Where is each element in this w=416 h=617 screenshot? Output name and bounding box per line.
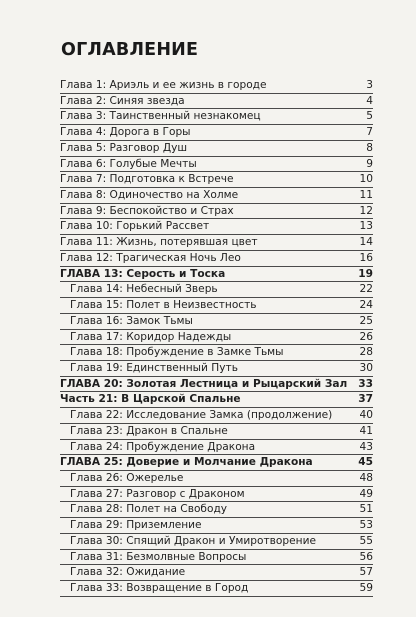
toc-entry bbox=[60, 377, 373, 393]
toc-entry bbox=[60, 157, 373, 173]
toc-entry-label: Глава 26: Ожерелье bbox=[70, 471, 184, 484]
toc-entry-label: Глава 9: Беспокойство и Страх bbox=[60, 204, 234, 217]
toc-entry-label: Глава 18: Пробуждение в Замке Тьмы bbox=[70, 346, 284, 359]
toc-entry-label: Глава 31: Безмолвные Вопросы bbox=[70, 550, 247, 563]
toc-entry-page-number: 14 bbox=[359, 236, 373, 249]
toc-entry bbox=[60, 534, 373, 550]
toc-entry bbox=[60, 204, 373, 220]
toc-entry-page-number: 25 bbox=[359, 314, 373, 327]
toc-entry-page-number: 22 bbox=[359, 283, 373, 296]
toc-entry-page-number: 33 bbox=[358, 377, 373, 390]
toc-entry-label: Глава 2: Синяя звезда bbox=[60, 94, 185, 107]
toc-entry-label: Глава 19: Единственный Путь bbox=[70, 361, 238, 374]
toc-entry bbox=[60, 455, 373, 471]
toc-title: ОГЛАВЛЕНИЕ bbox=[61, 40, 199, 60]
toc-entry-page-number: 16 bbox=[359, 251, 373, 264]
toc-entry-page-number: 57 bbox=[359, 566, 373, 579]
toc-entry-page-number: 40 bbox=[359, 409, 373, 422]
toc-entry-label: Глава 27: Разговор с Драконом bbox=[70, 487, 245, 500]
toc-entry-label: Глава 22: Исследование Замка (продолжение) bbox=[70, 409, 333, 422]
toc-entry-page-number: 49 bbox=[359, 487, 373, 500]
toc-entry bbox=[60, 518, 373, 534]
toc-entry bbox=[60, 361, 373, 377]
toc-entry bbox=[60, 78, 373, 94]
toc-entry bbox=[60, 550, 373, 566]
toc-entry bbox=[60, 267, 373, 283]
toc-entry-label: Глава 7: Подготовка к Встрече bbox=[60, 173, 234, 186]
toc-entry-page-number: 56 bbox=[359, 550, 373, 563]
toc-entry-label: Глава 17: Коридор Надежды bbox=[70, 330, 232, 343]
toc-entry-page-number: 12 bbox=[359, 204, 373, 217]
toc-entry-page-number: 51 bbox=[359, 503, 373, 516]
toc-entry bbox=[60, 502, 373, 518]
toc-entry bbox=[60, 565, 373, 581]
toc-entry bbox=[60, 94, 373, 110]
toc-entry-page-number: 53 bbox=[359, 519, 373, 532]
toc-entry-label: Глава 30: Спящий Дракон и Умиротворение bbox=[70, 534, 316, 547]
toc-entry-page-number: 41 bbox=[359, 424, 373, 437]
toc-entry bbox=[60, 235, 373, 251]
toc-entry bbox=[60, 471, 373, 487]
toc-entry bbox=[60, 424, 373, 440]
toc-entry-label: Глава 4: Дорога в Горы bbox=[60, 126, 191, 139]
toc-entry-label: ГЛАВА 13: Серость и Тоска bbox=[60, 267, 226, 280]
toc-entry bbox=[60, 440, 373, 456]
toc-entry-page-number: 28 bbox=[359, 346, 373, 359]
toc-entry bbox=[60, 282, 373, 298]
toc-entry-page-number: 8 bbox=[366, 141, 373, 154]
toc-entry-page-number: 4 bbox=[366, 94, 373, 107]
toc-entry-label: Глава 33: Возвращение в Город bbox=[70, 582, 249, 594]
toc-entry-page-number: 37 bbox=[358, 393, 373, 406]
toc-entry-label: ГЛАВА 20: Золотая Лестница и Рыцарский Зал bbox=[60, 377, 348, 390]
toc-entry-label: Глава 15: Полет в Неизвестность bbox=[70, 299, 257, 312]
toc-entry-page-number: 55 bbox=[359, 534, 373, 547]
toc-entry-label: Глава 32: Ожидание bbox=[70, 566, 186, 579]
toc-entry-page-number: 9 bbox=[366, 157, 373, 170]
toc-entry bbox=[60, 581, 373, 597]
toc-entry bbox=[60, 109, 373, 125]
toc-entry bbox=[60, 330, 373, 346]
toc-entry-page-number: 26 bbox=[359, 330, 373, 343]
toc-entry bbox=[60, 392, 373, 408]
toc-entry bbox=[60, 314, 373, 330]
toc-entry-label: Глава 8: Одиночество на Холме bbox=[60, 189, 239, 202]
toc-entry-page-number: 24 bbox=[359, 299, 373, 312]
toc-entry bbox=[60, 487, 373, 503]
toc-entry-page-number: 11 bbox=[359, 189, 373, 202]
toc-entry bbox=[60, 219, 373, 235]
toc-entry-label: Глава 5: Разговор Душ bbox=[60, 141, 188, 154]
toc-entry-label: Часть 21: В Царской Спальне bbox=[60, 393, 241, 406]
toc-entry bbox=[60, 251, 373, 267]
toc-entry-label: ГЛАВА 25: Доверие и Молчание Дракона bbox=[60, 456, 313, 469]
toc-entry-label: Глава 24: Пробуждение Дракона bbox=[70, 440, 256, 453]
toc-entry bbox=[60, 125, 373, 141]
toc-entry bbox=[60, 188, 373, 204]
toc-entry bbox=[60, 345, 373, 361]
toc-entry-page-number: 19 bbox=[358, 267, 373, 280]
toc-entry-page-number: 48 bbox=[359, 471, 373, 484]
toc-entry-page-number: 7 bbox=[366, 126, 373, 139]
toc-entry bbox=[60, 172, 373, 188]
toc-entry-label: Глава 11: Жизнь, потерявшая цвет bbox=[60, 236, 258, 249]
toc-entry-label: Глава 16: Замок Тьмы bbox=[70, 314, 193, 327]
toc-entry-label: Глава 10: Горький Рассвет bbox=[60, 220, 210, 233]
toc-entry bbox=[60, 141, 373, 157]
toc-entry bbox=[60, 408, 373, 424]
toc-entry-page-number: 43 bbox=[359, 440, 373, 453]
toc-entry-label: Глава 23: Дракон в Спальне bbox=[70, 424, 228, 437]
toc-entry-page-number: 3 bbox=[366, 79, 373, 91]
toc-entry bbox=[60, 298, 373, 314]
toc-entry-label: Глава 6: Голубые Мечты bbox=[60, 157, 197, 170]
toc-entry-label: Глава 28: Полет на Свободу bbox=[70, 503, 228, 516]
toc-entry-label: Глава 12: Трагическая Ночь Лео bbox=[60, 251, 241, 264]
toc-entry-label: Глава 14: Небесный Зверь bbox=[70, 283, 218, 296]
toc-entry-page-number: 5 bbox=[366, 110, 373, 123]
toc-entry-label: Глава 3: Таинственный незнакомец bbox=[60, 110, 261, 123]
toc-entry-label: Глава 29: Приземление bbox=[70, 519, 202, 532]
toc-entry-page-number: 30 bbox=[359, 361, 373, 374]
toc-entry-label: Глава 1: Ариэль и ее жизнь в городе bbox=[60, 79, 267, 91]
table-of-contents bbox=[60, 78, 373, 597]
toc-entry-page-number: 45 bbox=[358, 456, 373, 469]
toc-entry-page-number: 10 bbox=[359, 173, 373, 186]
toc-entry-page-number: 13 bbox=[359, 220, 373, 233]
toc-entry-page-number: 59 bbox=[359, 582, 373, 594]
